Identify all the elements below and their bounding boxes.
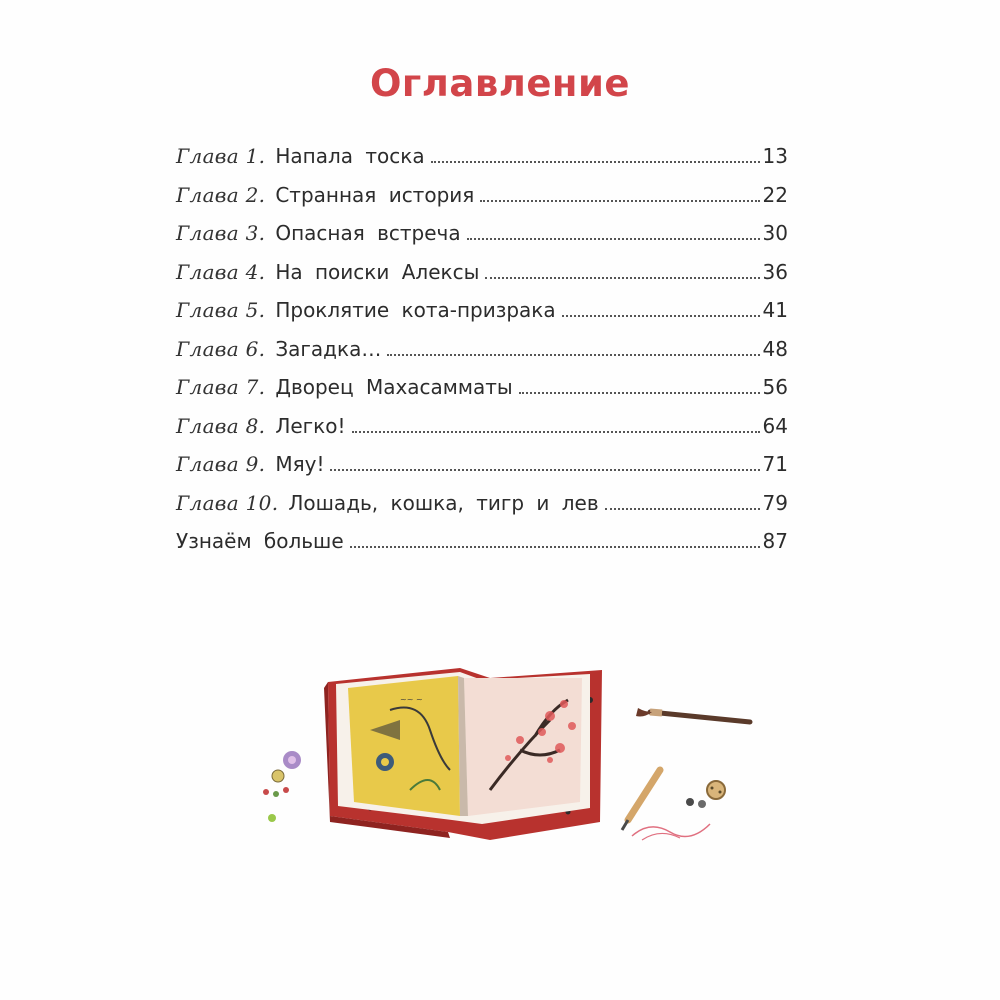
chapter-title: Проклятие кота-призрака: [275, 298, 556, 322]
page-number: 71: [762, 452, 788, 476]
page-number: 13: [762, 144, 788, 168]
page-number: 48: [762, 336, 788, 361]
table-of-contents: [176, 144, 788, 568]
page-number: 87: [762, 529, 788, 553]
toc-entry[interactable]: [176, 375, 788, 414]
chapter-title: Напала тоска: [275, 144, 425, 168]
page-number: 56: [762, 375, 788, 399]
chapter-title: Загадка…: [275, 336, 382, 361]
chapter-title: Узнаём больше: [176, 529, 344, 553]
chapter-label: Глава 1.: [176, 144, 266, 168]
chapter-title: Дворец Махасамматы: [275, 375, 513, 399]
chapter-title: Лошадь, кошка, тигр и лев: [288, 490, 599, 515]
open-book-icon: [324, 668, 602, 840]
toc-entry-learn-more[interactable]: [176, 529, 788, 568]
dot-leader: [519, 391, 760, 394]
toc-entry[interactable]: [176, 260, 788, 299]
chapter-title: Мяу!: [275, 452, 325, 476]
dot-leader: [485, 276, 759, 279]
toc-entry[interactable]: [176, 144, 788, 183]
dot-leader: [387, 353, 759, 356]
dot-leader: [467, 237, 760, 240]
chapter-label: Глава 6.: [176, 336, 266, 361]
page-number: 22: [762, 182, 788, 207]
dot-leader: [330, 468, 759, 471]
dot-leader: [480, 199, 759, 202]
dot-leader: [605, 507, 760, 510]
toc-entry[interactable]: [176, 452, 788, 491]
page-number: 64: [762, 413, 788, 438]
dot-leader: [350, 545, 760, 548]
chapter-label: Глава 8.: [176, 413, 266, 438]
chapter-label: Глава 2.: [176, 182, 266, 207]
dot-leader: [431, 160, 760, 163]
toc-entry[interactable]: [176, 221, 788, 260]
chapter-label: Глава 9.: [176, 452, 266, 476]
chapter-title: На поиски Алексы: [275, 259, 480, 284]
chapter-label: Глава 10.: [176, 490, 279, 515]
toc-entry[interactable]: [176, 414, 788, 453]
toc-entry[interactable]: [176, 337, 788, 376]
paintbrush-icon: [636, 708, 750, 722]
toc-entry[interactable]: [176, 298, 788, 337]
page-number: 36: [762, 259, 788, 284]
button-icon: [686, 781, 725, 808]
page-title: Оглавление: [369, 62, 631, 105]
page-number: 41: [762, 298, 788, 322]
thread-icon: [632, 824, 710, 840]
dot-leader: [352, 430, 760, 433]
chapter-label: Глава 5.: [176, 298, 266, 322]
page-number: 30: [762, 221, 788, 245]
chapter-title: Опасная встреча: [275, 221, 461, 245]
toc-entry[interactable]: [176, 491, 788, 530]
chapter-title: Странная история: [275, 182, 475, 207]
chapter-label: Глава 7.: [176, 375, 266, 399]
toc-entry[interactable]: [176, 183, 788, 222]
dot-leader: [562, 314, 760, 317]
svg-text:~~ ~: ~~ ~: [400, 695, 423, 704]
chapter-title: Легко!: [275, 413, 346, 438]
chapter-label: Глава 4.: [176, 259, 266, 284]
page-number: 79: [762, 490, 788, 515]
chapter-label: Глава 3.: [176, 221, 266, 245]
book-illustration: [250, 640, 770, 870]
flower-icon: [263, 751, 301, 822]
pencil-icon: [622, 770, 660, 830]
